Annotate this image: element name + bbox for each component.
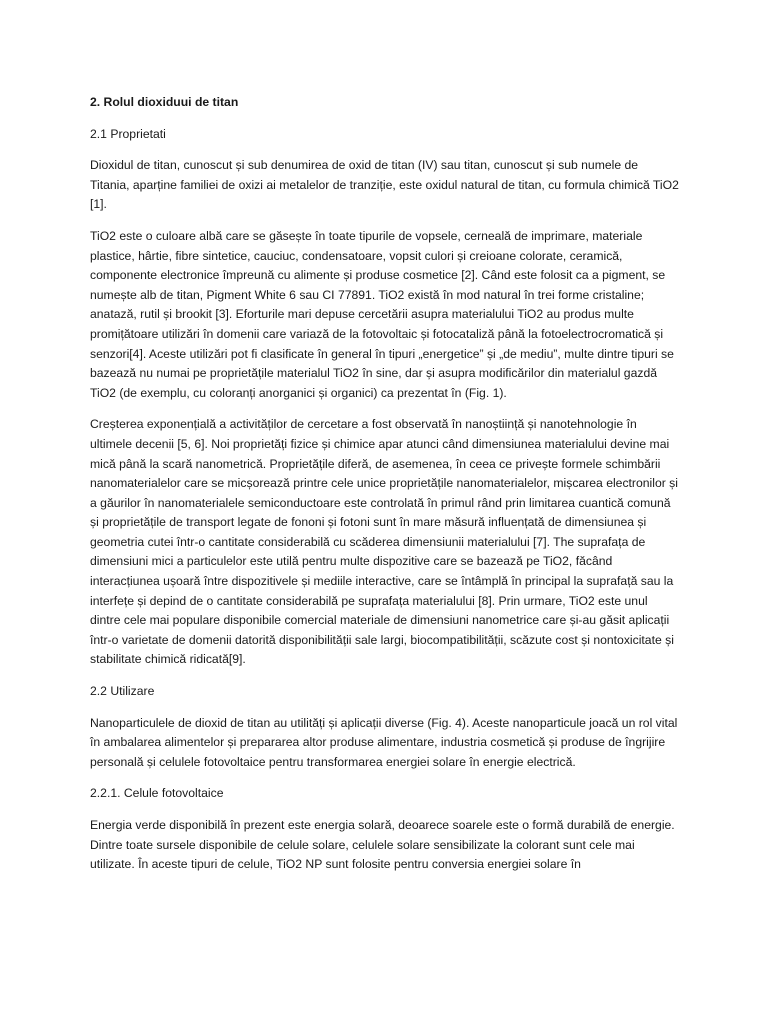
subsection-title-proprietati: 2.1 Proprietati	[90, 126, 166, 141]
subsection-title-celule-fotovoltaice: 2.2.1. Celule fotovoltaice	[90, 786, 224, 801]
subsection-title-utilizare: 2.2 Utilizare	[90, 684, 155, 699]
paragraph-5: Energia verde disponibilă în prezent este energia solară, deoarece soarele este o formă durabilă de energie. Dintre toate sursele disponibile de celule solare, celulele solare sensibilizate la colorant sunt cele mai utilizate. În aceste tipuri de celule, TiO2 NP sunt folosite pentru conversia energiei solare în	[90, 818, 675, 872]
paragraph-1: Dioxidul de titan, cunoscut și sub denumirea de oxid de titan (IV) sau titan, cunoscut și sub numele de Titania, aparține familiei de oxizi ai metalelor de tranziție, este oxidul natural de titan, cu formula chimică TiO2 [1].	[90, 158, 679, 212]
document-page	[90, 93, 680, 887]
paragraph-3: Creșterea exponențială a activităților de cercetare a fost observată în nanoștiință și nanotehnologie în ultimele decenii [5, 6]. Noi proprietăți fizice și chimice apar atunci când dimensiunea materialului devine mai mică până la scară nanometrică. Proprietățile diferă, de asemenea, în ceea ce privește formele schimbării nanomaterialelor care se micșorează printre cele unice proprietățile nanomaterialelor, mișcarea electronilor și a găurilor în nanomaterialele semiconductoare este controlată în primul rând prin limitarea cuantică comună și proprietățile de transport legate de fononi și fotoni sunt în mare măsură influențată de dimensiunea și geometria cutei într-o cantitate considerabilă cu scăderea dimensiunii materialului [7]. The suprafața de dimensiuni mici a particulelor este utilă pentru multe dispozitive care se bazează pe TiO2, făcând interacțiunea ușoară între dispozitivele și mediile interactive, care se întâmplă în principal la suprafață sau la interfețe și depind de o cantitate considerabilă pe suprafața materialului [8]. Prin urmare, TiO2 este unul dintre cele mai populare disponibile comercial materiale de dimensiuni nanometrice care și-au găsit aplicații într-o varietate de domenii datorită disponibilității sale largi, biocompatibilității, scăzute cost și nontoxicitate și stabilitate chimică ridicată[9].	[90, 417, 678, 667]
section-title: 2. Rolul dioxiduui de titan	[90, 95, 239, 109]
paragraph-4: Nanoparticulele de dioxid de titan au utilități și aplicații diverse (Fig. 4). Aceste nanoparticule joacă un rol vital în ambalarea alimentelor și prepararea altor produse alimentare, industria cosmetică și produse de îngrijire personală și celulele fotovoltaice pentru transformarea energiei solare în energie electrică.	[90, 715, 678, 769]
paragraph-2: TiO2 este o culoare albă care se găsește în toate tipurile de vopsele, cerneală de imprimare, materiale plastice, hârtie, fibre sintetice, cauciuc, condensatoare, vopsit culori și creioane colorate, ceramică, componente electronice împreună cu alimente și produse cosmetice [2]. Când este folosit ca a pigment, se numește alb de titan, Pigment White 6 sau CI 77891. TiO2 există în mod natural în trei forme cristaline; anatază, rutil și brookit [3]. Eforturile mari depuse cercetării asupra materialului TiO2 au produs multe promițătoare utilizări în domenii care variază de la fotovoltaic și fotocataliză până la fotoelectrocromatică și senzori[4]. Aceste utilizări pot fi clasificate în general în tipuri „energetice” și „de mediu”, multe dintre tipuri se bazează nu numai pe proprietățile materialul TiO2 în sine, dar și asupra modificărilor din materialul gazdă TiO2 (de exemplu, cu coloranți anorganici și organici) ca prezentat în (Fig. 1).	[90, 228, 674, 400]
